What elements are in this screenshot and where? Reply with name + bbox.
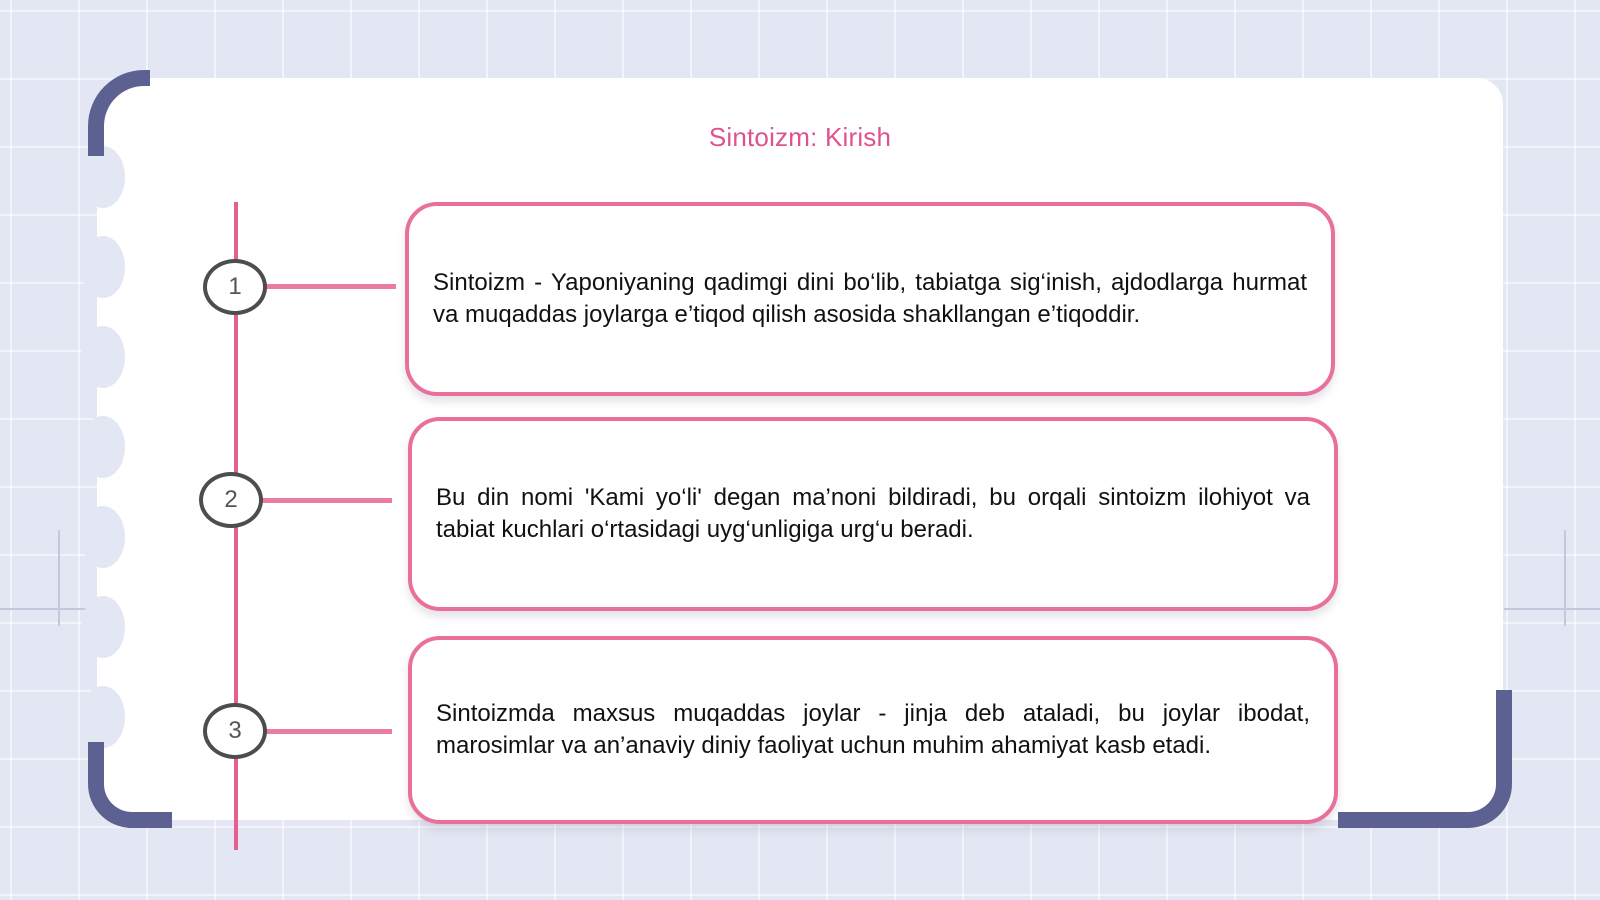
card-notch [81, 506, 125, 568]
info-text-2: Bu din nomi 'Kami yo‘li' degan ma’noni bildiradi, bu orqali sintoizm ilohiyot va tabiat kuchlari o‘rtasidagi uyg‘unligiga urg‘u beradi. [436, 484, 1310, 543]
timeline-node-1: 1 [203, 259, 267, 315]
info-text-1: Sintoizm - Yaponiyaning qadimgi dini bo‘lib, tabiatga sig‘inish, ajdodlarga hurmat va muqaddas joylarga e’tiqod qilish asosida shakllangan e’tiqoddir. [433, 269, 1307, 328]
timeline-connector-3 [266, 729, 392, 734]
card-notch [81, 416, 125, 478]
info-text-3: Sintoizmda maxsus muqaddas joylar - jinja deb ataladi, bu joylar ibodat, marosimlar va an’anaviy diniy faoliyat uchun muhim ahamiyat kasb etadi. [436, 700, 1310, 759]
corner-bracket-bottom-left [88, 742, 172, 828]
card-notch [81, 236, 125, 298]
corner-bracket-bottom-right [1338, 690, 1512, 828]
card-notch [81, 596, 125, 658]
crosshair-right-vertical [1564, 530, 1566, 626]
card-notch [81, 326, 125, 388]
crosshair-left-vertical [58, 530, 60, 626]
info-box-3 [408, 636, 1338, 824]
timeline-connector-2 [262, 498, 392, 503]
info-box-1 [405, 202, 1335, 396]
timeline-connector-1 [266, 284, 396, 289]
slide-title: Sintoizm: Kirish [708, 122, 892, 152]
card-notch [81, 686, 125, 748]
crosshair-right-horizontal [1504, 608, 1600, 610]
timeline-node-3: 3 [203, 703, 267, 759]
info-box-2 [408, 417, 1338, 611]
timeline-node-2: 2 [199, 472, 263, 528]
